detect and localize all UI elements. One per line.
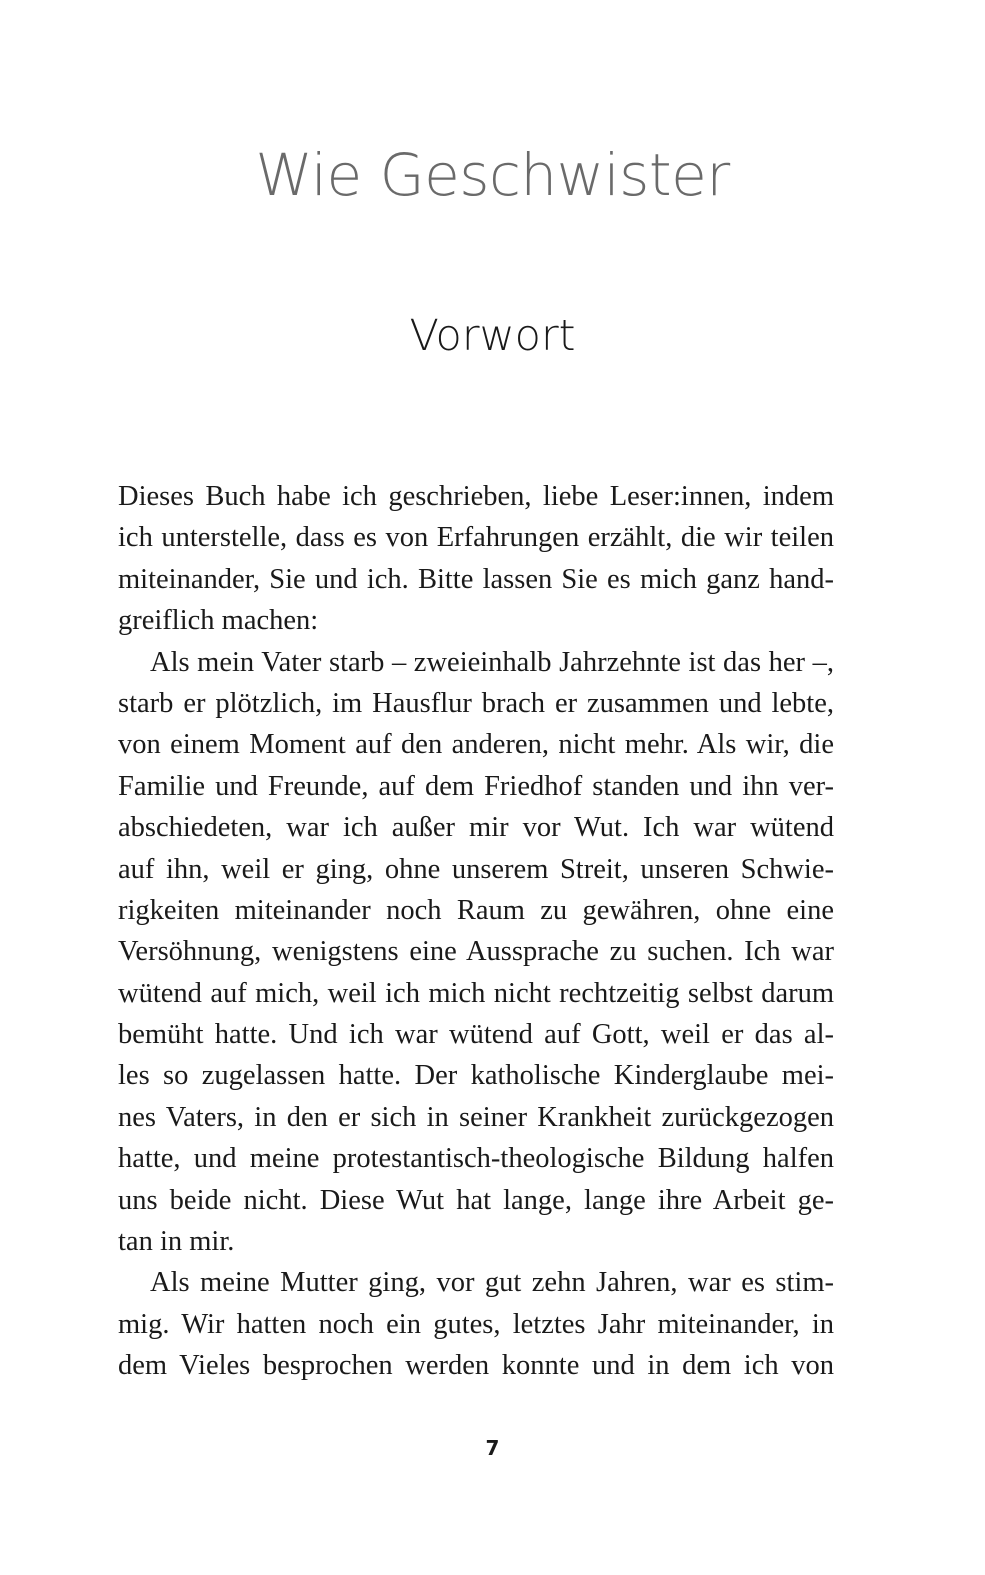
paragraph xyxy=(118,1262,834,1386)
chapter-title: Vorwort xyxy=(409,311,576,361)
text-line: abschiedeten, war ich außer mir vor Wut. Ich war wütend xyxy=(118,812,834,844)
text-line: hatte, und meine protestantisch-theologische Bildung halfen xyxy=(118,1143,834,1175)
text-line: Dieses Buch habe ich geschrieben, liebe Leser:innen, indem xyxy=(118,481,834,512)
text-line: uns beide nicht. Diese Wut hat lange, lange ihre Arbeit ge- xyxy=(118,1184,834,1216)
text-line: dem Vieles besprochen werden konnte und in dem ich von xyxy=(118,1350,834,1382)
text-line: rigkeiten miteinander noch Raum zu gewähren, ohne eine xyxy=(118,894,834,926)
text-line: Als mein Vater starb – zweieinhalb Jahrzehnte ist das her –, xyxy=(150,646,834,678)
text-line: von einem Moment auf den anderen, nicht mehr. Als wir, die xyxy=(118,729,834,761)
body-text xyxy=(118,476,834,1387)
book-title: Wie Geschwister xyxy=(255,141,730,209)
text-line: Versöhnung, wenigstens eine Aussprache zu suchen. Ich war xyxy=(118,936,834,968)
page-number: 7 xyxy=(485,1436,500,1460)
text-line: nes Vaters, in den er sich in seiner Krankheit zurückgezogen xyxy=(118,1101,834,1133)
text-line: wütend auf mich, weil ich mich nicht rechtzeitig selbst darum xyxy=(118,977,834,1009)
text-line: greiflich machen: xyxy=(118,605,319,637)
text-line: bemüht hatte. Und ich war wütend auf Gott, weil er das al- xyxy=(118,1019,834,1051)
text-line: mig. Wir hatten noch ein gutes, letztes Jahr miteinander, in xyxy=(118,1308,834,1340)
text-line: auf ihn, weil er ging, ohne unserem Streit, unseren Schwie- xyxy=(118,853,834,885)
text-line: starb er plötzlich, im Hausflur brach er zusammen und lebte, xyxy=(118,687,834,719)
text-line: les so zugelassen hatte. Der katholische Kinderglaube mei- xyxy=(118,1060,834,1092)
text-line: tan in mir. xyxy=(118,1226,235,1258)
text-line: ich unterstelle, dass es von Erfahrungen erzählt, die wir teilen xyxy=(118,522,834,554)
text-line: Familie und Freunde, auf dem Friedhof standen und ihn ver- xyxy=(118,770,834,802)
text-line: miteinander, Sie und ich. Bitte lassen Sie es mich ganz hand- xyxy=(118,563,834,595)
paragraph xyxy=(118,476,834,642)
paragraph xyxy=(118,642,834,1263)
text-line: Als meine Mutter ging, vor gut zehn Jahren, war es stim- xyxy=(150,1267,834,1299)
